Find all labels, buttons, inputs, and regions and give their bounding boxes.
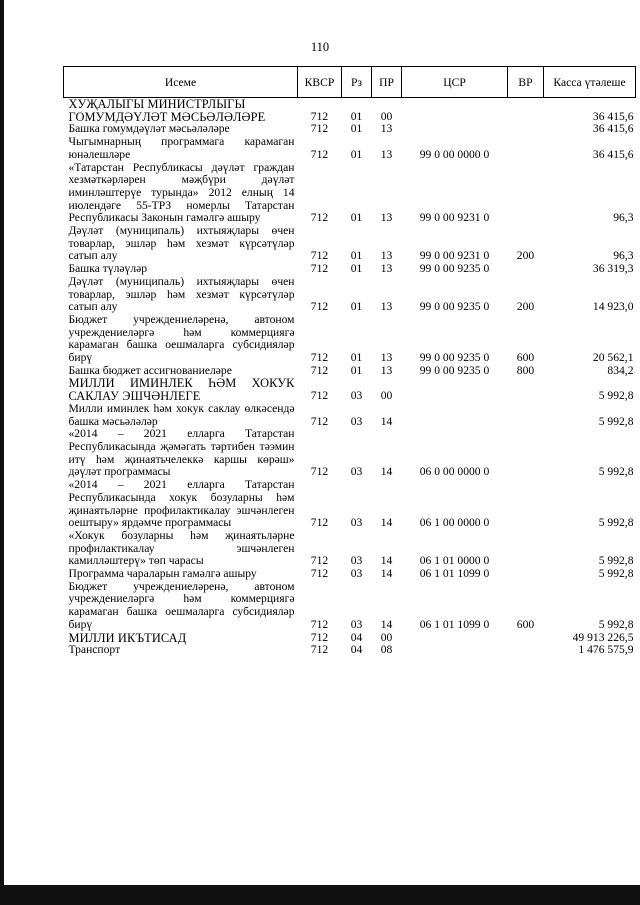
cell-rz: 01: [350, 351, 363, 365]
cell-csr: 99 0 00 9235 0: [419, 351, 490, 365]
cell-csr: 06 1 01 0000 0: [419, 554, 490, 568]
cell-name: «2014 – 2021 елларга Татарстан Республикасында җәмәгать тәртибен тәэмин итү һәм җинаятьчелеккә каршы көрәш» дәүләт программасы: [68, 427, 295, 479]
cell-amount: 49 913 226,5: [572, 630, 634, 644]
cell-name: ГОМУМДӘҮЛӘТ МӘСЬӘЛӘЛӘРЕ: [68, 109, 266, 124]
header-name: Исеме: [64, 67, 298, 98]
table-header-row: [64, 67, 636, 98]
scan-bottom-edge: [0, 885, 640, 905]
cell-kvsr: 712: [310, 389, 329, 403]
cell-name: Башка гомумдәүләт мәсьәләләре: [68, 122, 230, 136]
cell-csr: 99 0 00 9235 0: [419, 363, 490, 377]
cell-vr: [508, 428, 544, 479]
cell-kvsr: 712: [310, 262, 329, 276]
cell-pr: 13: [380, 351, 393, 365]
header-pr: ПР: [372, 67, 402, 98]
cell-rz: 03: [350, 389, 363, 403]
cell-kvsr: 712: [310, 465, 329, 479]
cell-vr: [508, 263, 544, 276]
cell-pr: 13: [380, 249, 393, 263]
cell-kvsr: 712: [310, 211, 329, 225]
table-row: [64, 377, 636, 402]
cell-vr: [508, 479, 544, 530]
cell-vr: [508, 98, 544, 111]
cell-csr: 06 1 00 0000 0: [419, 516, 490, 530]
cell-name: МИЛЛИ ИМИНЛЕК ҺӘМ ХОКУК САКЛАУ ЭШЧӘНЛЕГЕ: [68, 376, 295, 404]
cell-pr: 13: [380, 211, 393, 225]
cell-pr: 13: [380, 363, 393, 377]
cell-pr: 14: [380, 414, 393, 428]
cell-name: Милли иминлек һәм хокук саклау өлкәсендә башка мәсьәләләр: [68, 401, 295, 428]
table-body: [64, 98, 636, 657]
cell-name: Бюджет учреждениеләренә, автоном учреждениеләргә һәм коммерциягә карамаган башка оешмаларга субсидияләр бирү: [68, 579, 295, 631]
cell-kvsr: 712: [310, 554, 329, 568]
cell-rz: 01: [350, 122, 363, 136]
cell-rz: 01: [350, 211, 363, 225]
cell-pr: 14: [380, 465, 393, 479]
cell-name: Дәүләт (муниципаль) ихтыяҗлары өчен товарлар, эшләр һәм хезмәт күрсәтүләр сатып алу: [68, 274, 295, 314]
cell-rz: 01: [350, 363, 363, 377]
cell-csr: 99 0 00 9231 0: [419, 211, 490, 225]
cell-pr: 00: [380, 630, 393, 644]
table-row: [64, 479, 636, 530]
cell-csr: 06 1 01 1099 0: [419, 617, 490, 631]
table-row: [64, 314, 636, 365]
cell-name: ХУҖАЛЫГЫ МИНИСТРЛЫГЫ: [68, 97, 246, 111]
cell-pr: 13: [380, 262, 393, 276]
cell-name: «Татарстан Республикасы дәүләт граждан хезмәткәрләрен мәҗбүри дәүләт иминләштерүе турында» 2012 елның 14 июлендәге 55-ТРЗ номерлы Татарстан Республикасы Законын гамәлгә ашыру: [68, 160, 295, 225]
header-kvsr: КВСР: [298, 67, 342, 98]
table-row: [64, 530, 636, 568]
cell-rz: 03: [350, 465, 363, 479]
cell-kvsr: 712: [310, 300, 329, 314]
cell-amount: [544, 98, 636, 111]
cell-kvsr: 712: [310, 351, 329, 365]
cell-kvsr: 712: [310, 567, 329, 581]
cell-vr: 200: [516, 300, 535, 314]
cell-rz: 01: [350, 262, 363, 276]
cell-vr: 600: [516, 617, 535, 631]
cell-pr: 13: [380, 300, 393, 314]
cell-name: Дәүләт (муниципаль) ихтыяҗлары өчен товарлар, эшләр һәм хезмәт күрсәтүләр сатып алу: [68, 224, 295, 263]
cell-kvsr: 712: [310, 617, 329, 631]
cell-vr: [508, 136, 544, 161]
cell-pr: 00: [380, 109, 393, 123]
cell-vr: 200: [516, 249, 535, 263]
header-vr: ВР: [508, 67, 544, 98]
table-row: [64, 136, 636, 161]
cell-csr: [402, 644, 508, 657]
cell-amount: 5 992,8: [598, 567, 634, 581]
cell-vr: [508, 403, 544, 428]
cell-name: «2014 – 2021 елларга Татарстан Республикасында хокук бозуларны һәм җинаятьләрне профилактикалау эшчәнлеген оештыру» ярдәмче программасы: [68, 478, 295, 530]
scan-left-edge: [0, 0, 4, 885]
cell-rz: 01: [350, 300, 363, 314]
cell-vr: 800: [516, 363, 535, 377]
cell-amount: 834,2: [607, 363, 634, 377]
cell-amount: 5 992,8: [598, 465, 634, 479]
cell-amount: 1 476 575,9: [578, 643, 634, 657]
cell-vr: [508, 377, 544, 402]
cell-csr: 99 0 00 0000 0: [419, 147, 490, 161]
cell-amount: 96,3: [613, 249, 634, 263]
cell-vr: [508, 530, 544, 568]
table-row: [64, 428, 636, 479]
cell-kvsr: 712: [310, 109, 329, 123]
table-row: [64, 568, 636, 581]
cell-csr: 06 0 00 0000 0: [419, 465, 490, 479]
cell-csr: 99 0 00 9231 0: [419, 249, 490, 263]
cell-pr: 13: [380, 122, 393, 136]
cell-rz: 04: [350, 643, 363, 657]
cell-kvsr: 712: [310, 122, 329, 136]
table-row: [64, 644, 636, 657]
cell-kvsr: 712: [310, 147, 329, 161]
cell-rz: 01: [350, 249, 363, 263]
cell-vr: [508, 568, 544, 581]
table-row: [64, 581, 636, 632]
budget-table-container: [63, 66, 635, 657]
cell-csr: 99 0 00 9235 0: [419, 300, 490, 314]
table-row: [64, 263, 636, 276]
cell-pr: 14: [380, 567, 393, 581]
cell-name: Бюджет учреждениеләренә, автоном учреждениеләргә һәм коммерциягә карамаган башка оешмаларга субсидияләр бирү: [68, 312, 295, 365]
cell-amount: 5 992,8: [598, 554, 634, 568]
cell-vr: [508, 123, 544, 136]
cell-rz: 01: [350, 109, 363, 123]
cell-amount: 20 562,1: [592, 351, 634, 365]
cell-csr: [402, 98, 508, 111]
cell-rz: 03: [350, 516, 363, 530]
budget-table: [63, 66, 636, 657]
cell-name: Транспорт: [68, 643, 121, 657]
cell-amount: 36 415,6: [592, 122, 634, 136]
cell-name: МИЛЛИ ИКЪТИСАД: [68, 630, 187, 645]
cell-name: «Хокук бозуларны һәм җинаятьләрне профилактикалау эшчәнлеген камилләштерү» төп чарасы: [68, 528, 295, 568]
cell-name: Башка түләүләр: [68, 262, 148, 276]
cell-pr: 14: [380, 617, 393, 631]
cell-vr: [508, 644, 544, 657]
cell-pr: 13: [380, 147, 393, 161]
cell-name: Башка бюджет ассигнованиеләре: [68, 363, 232, 377]
cell-amount: 14 923,0: [592, 300, 634, 314]
cell-rz: 01: [350, 147, 363, 161]
cell-kvsr: 712: [310, 516, 329, 530]
cell-csr: [402, 377, 508, 402]
cell-amount: 5 992,8: [598, 389, 634, 403]
cell-name: Программа чараларын гамәлгә ашыру: [68, 567, 257, 581]
cell-csr: [402, 632, 508, 645]
cell-amount: 36 319,3: [592, 262, 634, 276]
cell-amount: 36 415,6: [592, 109, 634, 123]
cell-rz: 03: [350, 567, 363, 581]
cell-rz: [342, 98, 372, 111]
cell-vr: [508, 162, 544, 226]
table-row: [64, 162, 636, 226]
cell-pr: [372, 98, 402, 111]
cell-pr: 00: [380, 389, 393, 403]
table-row: [64, 98, 636, 111]
cell-name: Чыгымнарның программага карамаган юнәлешләре: [68, 135, 295, 161]
cell-vr: [508, 632, 544, 645]
table-row: [64, 632, 636, 645]
cell-kvsr: 712: [310, 363, 329, 377]
cell-vr: [508, 111, 544, 124]
cell-kvsr: 712: [310, 643, 329, 657]
cell-pr: 14: [380, 516, 393, 530]
cell-csr: 06 1 01 1099 0: [419, 567, 490, 581]
table-row: [64, 403, 636, 428]
cell-csr: 99 0 00 9235 0: [419, 262, 490, 276]
cell-rz: 04: [350, 630, 363, 644]
cell-rz: 03: [350, 617, 363, 631]
cell-kvsr: 712: [310, 630, 329, 644]
cell-csr: [402, 111, 508, 124]
cell-amount: 5 992,8: [598, 617, 634, 631]
cell-amount: 96,3: [613, 211, 634, 225]
cell-pr: 08: [380, 643, 393, 657]
cell-rz: 03: [350, 414, 363, 428]
cell-kvsr: 712: [310, 414, 329, 428]
table-row: [64, 276, 636, 314]
cell-amount: 36 415,6: [592, 147, 634, 161]
cell-csr: [402, 403, 508, 428]
cell-pr: 14: [380, 554, 393, 568]
cell-rz: 03: [350, 554, 363, 568]
page-number: 110: [310, 40, 330, 54]
table-row: [64, 225, 636, 263]
cell-amount: 5 992,8: [598, 516, 634, 530]
header-amount: Касса үтәлеше: [544, 67, 636, 98]
cell-csr: [402, 123, 508, 136]
cell-vr: 600: [516, 351, 535, 365]
cell-kvsr: 712: [310, 249, 329, 263]
header-csr: ЦСР: [402, 67, 508, 98]
header-rz: Рз: [342, 67, 372, 98]
cell-kvsr: [298, 98, 342, 111]
cell-amount: 5 992,8: [598, 414, 634, 428]
